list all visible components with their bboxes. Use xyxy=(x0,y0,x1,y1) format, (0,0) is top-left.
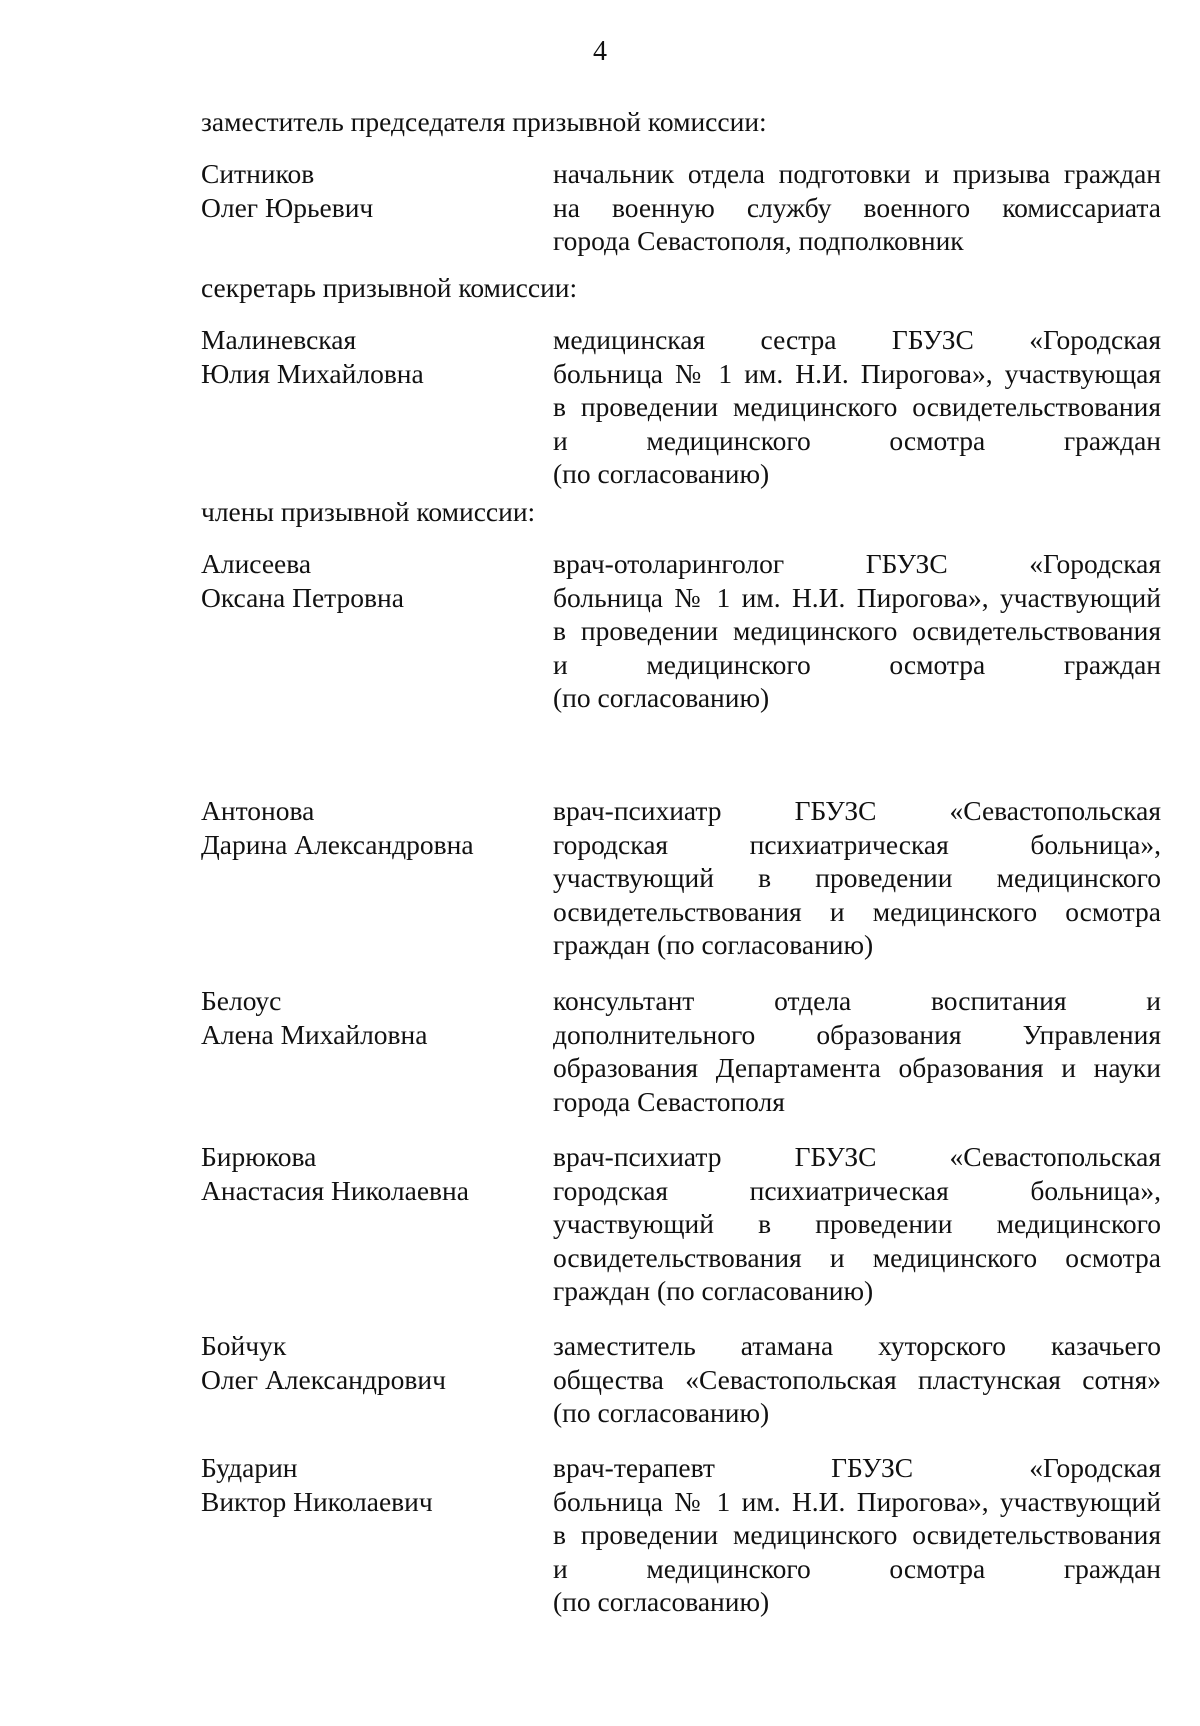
section-heading-members: члены призывной комиссии: xyxy=(201,496,536,527)
member-name xyxy=(201,794,541,861)
position-line: участвующий в проведении медицинского xyxy=(553,862,1161,893)
position-line: больница № 1 им. Н.И. Пирогова», участвующий xyxy=(553,581,1161,613)
position-line: начальник отдела подготовки и призыва граждан xyxy=(553,158,1161,189)
member-surname: Белоус xyxy=(201,985,282,1016)
member-position xyxy=(553,1329,1161,1430)
position-line: городская психиатрическая больница», xyxy=(553,828,1161,860)
position-line: в проведении медицинского освидетельствования xyxy=(553,1519,1161,1550)
member-name xyxy=(201,1451,541,1518)
member-name xyxy=(201,157,541,224)
member-name xyxy=(201,984,541,1051)
position-line: (по согласованию) xyxy=(553,1397,770,1428)
position-line: в проведении медицинского освидетельствования xyxy=(553,391,1161,422)
position-line: дополнительного образования Управления xyxy=(553,1018,1161,1050)
position-line: города Севастополя xyxy=(553,1085,785,1117)
position-line: освидетельствования и медицинского осмотра xyxy=(553,895,1161,927)
position-line: медицинская сестра ГБУЗС «Городская xyxy=(553,324,1161,355)
position-line: врач-терапевт ГБУЗС «Городская xyxy=(553,1452,1161,1483)
position-line: консультант отдела воспитания и xyxy=(553,985,1161,1016)
member-surname: Бойчук xyxy=(201,1330,287,1361)
position-line: врач-психиатр ГБУЗС «Севастопольская xyxy=(553,795,1161,826)
position-line: больница № 1 им. Н.И. Пирогова», участвующий xyxy=(553,1485,1161,1517)
section-heading-secretary: секретарь призывной комиссии: xyxy=(201,272,578,303)
position-line: граждан (по согласованию) xyxy=(553,929,874,960)
position-line: граждан (по согласованию) xyxy=(553,1275,874,1306)
member-surname: Малиневская xyxy=(201,324,357,355)
position-line: участвующий в проведении медицинского xyxy=(553,1208,1161,1239)
position-line: и медицинского осмотра граждан xyxy=(553,1552,1161,1584)
member-position xyxy=(553,547,1161,715)
position-line: заместитель атамана хуторского казачьего xyxy=(553,1330,1161,1361)
member-position xyxy=(553,157,1161,258)
member-given-names: Олег Юрьевич xyxy=(201,191,374,223)
position-line: освидетельствования и медицинского осмотра xyxy=(553,1241,1161,1273)
member-name xyxy=(201,547,541,614)
position-line: (по согласованию) xyxy=(553,1586,770,1617)
position-line: и медицинского осмотра граждан xyxy=(553,648,1161,680)
position-line: в проведении медицинского освидетельствования xyxy=(553,615,1161,646)
position-line: образования Департамента образования и науки xyxy=(553,1052,1161,1083)
member-name xyxy=(201,1329,541,1396)
member-name xyxy=(201,1140,541,1207)
member-surname: Бударин xyxy=(201,1452,298,1483)
member-position xyxy=(553,794,1161,962)
member-position xyxy=(553,1451,1161,1619)
member-surname: Бирюкова xyxy=(201,1141,317,1172)
position-line: больница № 1 им. Н.И. Пирогова», участвующая xyxy=(553,357,1161,389)
position-line: на военную службу военного комиссариата xyxy=(553,191,1161,223)
position-line: (по согласованию) xyxy=(553,682,770,713)
member-given-names: Олег Александрович xyxy=(201,1363,446,1395)
member-position xyxy=(553,1140,1161,1308)
member-given-names: Оксана Петровна xyxy=(201,581,404,613)
position-line: врач-психиатр ГБУЗС «Севастопольская xyxy=(553,1141,1161,1172)
position-line: городская психиатрическая больница», xyxy=(553,1174,1161,1206)
member-position xyxy=(553,984,1161,1118)
position-line: города Севастополя, подполковник xyxy=(553,225,964,256)
member-given-names: Алена Михайловна xyxy=(201,1018,428,1050)
member-surname: Антонова xyxy=(201,795,315,826)
position-line: (по согласованию) xyxy=(553,458,770,489)
member-given-names: Юлия Михайловна xyxy=(201,357,424,389)
position-line: общества «Севастопольская пластунская сотня» xyxy=(553,1363,1161,1395)
member-given-names: Виктор Николаевич xyxy=(201,1485,433,1517)
member-surname: Алисеева xyxy=(201,548,312,579)
position-line: и медицинского осмотра граждан xyxy=(553,424,1161,456)
page-number: 4 xyxy=(593,36,607,67)
member-surname: Ситников xyxy=(201,158,315,189)
section-heading-deputy-chairman: заместитель председателя призывной комиссии: xyxy=(201,106,767,137)
member-position xyxy=(553,323,1161,491)
member-name xyxy=(201,323,541,390)
position-line: врач-отоларинголог ГБУЗС «Городская xyxy=(553,548,1161,579)
member-given-names: Анастасия Николаевна xyxy=(201,1174,469,1206)
member-given-names: Дарина Александровна xyxy=(201,828,474,860)
